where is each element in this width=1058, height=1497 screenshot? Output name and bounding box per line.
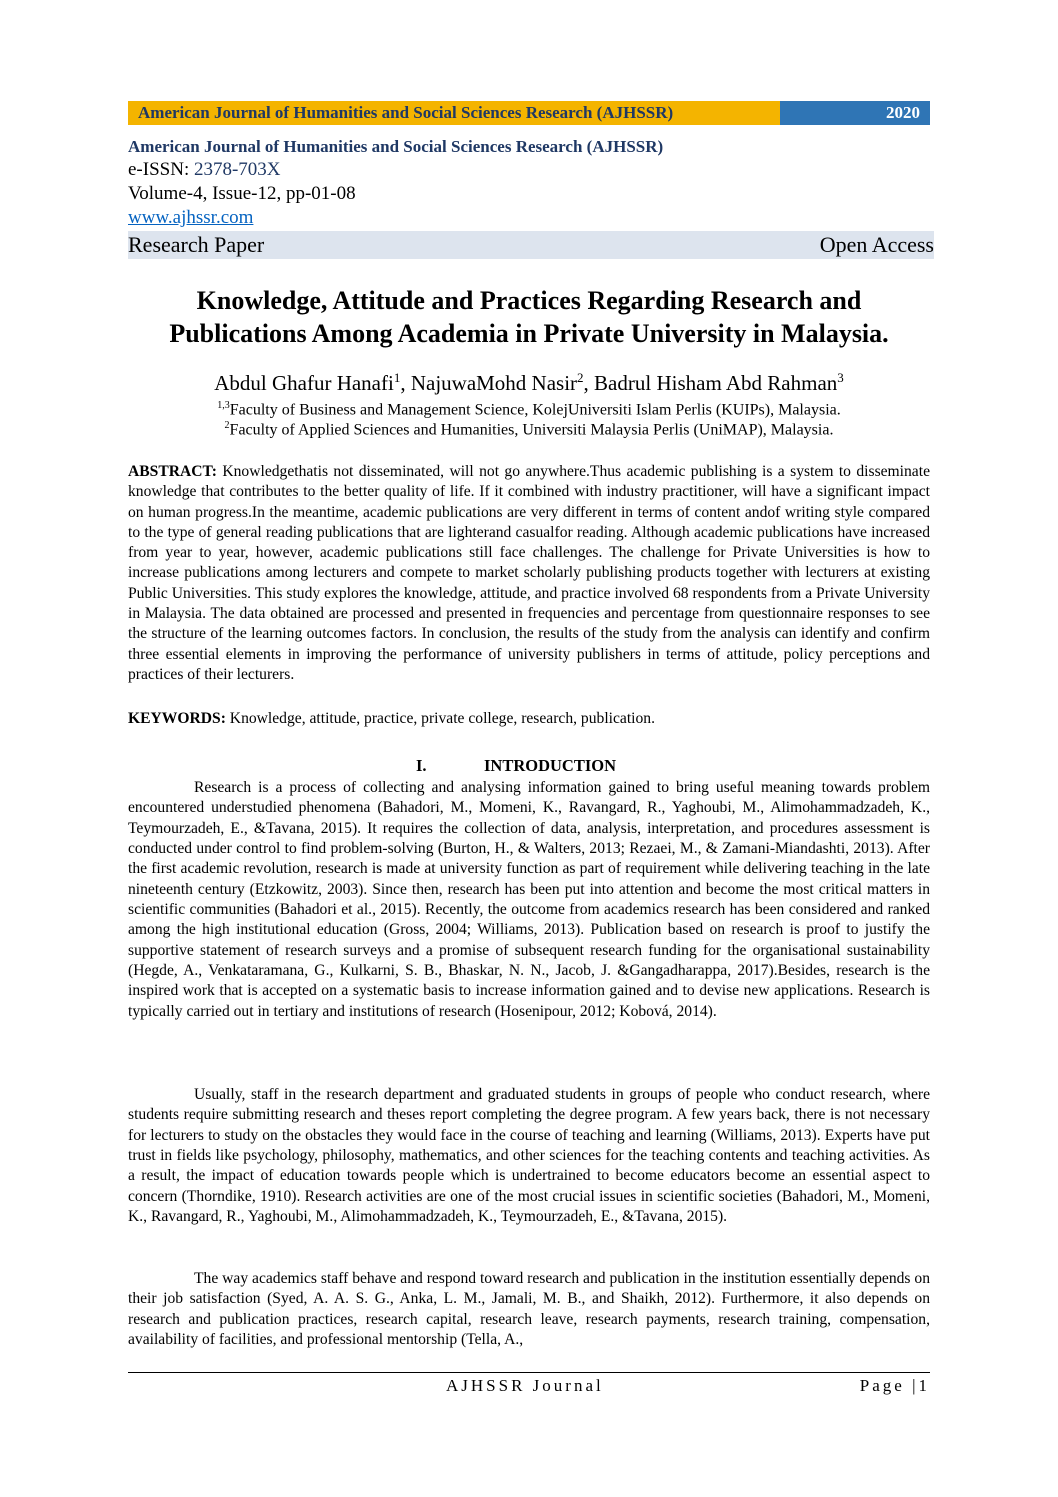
- footer-journal: AJHSSR Journal: [446, 1376, 604, 1395]
- paper-type-bar: [128, 231, 934, 259]
- paper-title: [100, 284, 958, 350]
- page-footer: [128, 1376, 930, 1398]
- page-number: Page |1: [859, 1376, 930, 1395]
- affiliation-sup: 1,3: [217, 400, 230, 411]
- section-title: INTRODUCTION: [484, 756, 617, 775]
- paper-type: Research Paper: [128, 232, 265, 257]
- header-year: 2020: [780, 101, 930, 125]
- body-paragraph: Usually, staff in the research department and graduated students in groups of people who conduct research, where students require submitting research and theses report completing the degree program. A few years back, there is not necessary for lecturers to study on the obstacles they would face in the course of teaching and learning (Williams, 2013). Experts have put trust in fields like psychology, philosophy, mathematics, and other sciences for the teaching contents and teaching activities. As a result, the impact of education towards people which is undertrained to become educators become an essential aspect to concern (Thorndike, 1910). Research activities are one of the most crucial issues in scientific societies (Bahadori, M., Momeni, K., Ravangard, R., Yaghoubi, M., Alimohammadzadeh, K., Teymourzadeh, E., &Tavana, 2015).: [128, 1086, 930, 1226]
- journal-header-band: [128, 101, 930, 125]
- title-line-1: Knowledge, Attitude and Practices Regarding Research and: [196, 286, 862, 315]
- website-link[interactable]: www.ajhssr.com: [128, 207, 254, 228]
- affiliation: [100, 416, 958, 440]
- keywords: [128, 709, 930, 729]
- affiliation-text: Faculty of Applied Sciences and Humanities, Universiti Malaysia Perlis (UniMAP), Malaysia.: [229, 421, 834, 439]
- author-sup: 1: [393, 370, 401, 385]
- abstract-label: ABSTRACT:: [128, 463, 217, 480]
- author-name: NajuwaMohd Nasir: [410, 371, 578, 395]
- abstract: [128, 462, 930, 685]
- section-number: I.: [416, 756, 427, 775]
- volume-info: Volume-4, Issue-12, pp-01-08: [128, 183, 356, 204]
- header-journal-name: American Journal of Humanities and Social Sciences Research (AJHSSR): [128, 101, 780, 125]
- author-name: Badrul Hisham Abd Rahman: [594, 371, 838, 395]
- abstract-text: Knowledgethatis not disseminated, will not go anywhere.Thus academic publishing is a system to disseminate knowledge that contributes to the better quality of life. If it combined with industry practitioner, will have a significant impact on human progress.In the meantime, academic publications are very different in terms of content andof writing style compared to the type of general reading publications that are lighterand casualfor reading. Although academic publications have increased from year to year, however, academic publications still face challenges. The challenge for Private Universities is how to increase publications among lecturers and compete to market scholarly publishing products together with lecturers at existing Public Universities. This study explores the knowledge, attitude, and practice involved 68 respondents from a Private University in Malaysia. The data obtained are processed and presented in frequencies and percentage from questionnaire responses to see the structure of the learning outcomes factors. In conclusion, the results of the study from the analysis can identify and confirm three essential elements in improving the performance of university publishers in terms of attitude, policy perceptions and practices of their lecturers.: [128, 463, 930, 683]
- eissn-label: e-ISSN:: [128, 159, 194, 180]
- keywords-text: Knowledge, attitude, practice, private college, research, publication.: [225, 710, 655, 727]
- author-sup: 3: [837, 370, 844, 385]
- access-type: Open Access: [819, 232, 934, 257]
- body-paragraph: Research is a process of collecting and analysing information gained to bring useful meaning towards problem encountered understudied phenomena (Bahadori, M., Momeni, K., Ravangard, R., Yaghoubi, M., Alimohammadzadeh, K., Teymourzadeh, E., &Tavana, 2015). It requires the collection of data, analysis, interpretation, and procedures assessment is conducted under control to find problem-solving (Burton, H., & Walters, 2013; Rezaei, M., & Zamani-Miandashti, 2013). After the first academic revolution, research is made at university function as part of requirement while delivering teaching in the late nineteenth century (Etzkowitz, 2003). Since then, research has been put into attention and become the most critical matters in scientific communities (Bahadori et al., 2015). Recently, the outcome from academics research has been considered and ranked among the high institutional education (Gross, 2004; Williams, 2013). Publication based on research is proof to justify the supportive statement of research surveys and a promise of subsequent research funding for the organisational sustainability (Hegde, A., Venkataramana, G., Kulkarni, S. B., Bhaskar, N. N., Jacob, J. &Gangadharappa, 2017).Besides, research is the inspired work that is accepted on a systematic basis to increase information gained and to devise new applications. Research is typically carried out in tertiary and institutions of research (Hosenipour, 2012; Kobová, 2014).: [128, 779, 930, 1020]
- affiliation-text: Faculty of Business and Management Science, KolejUniversiti Islam Perlis (KUIPs), Malaysia.: [229, 401, 841, 419]
- journal-name: American Journal of Humanities and Social Sciences Research (AJHSSR): [128, 137, 664, 156]
- author-name: Abdul Ghafur Hanafi: [214, 371, 394, 395]
- keywords-label: KEYWORDS:: [128, 710, 226, 727]
- eissn-value: 2378-703X: [193, 159, 281, 180]
- journal-meta: [128, 136, 934, 259]
- eissn: [128, 158, 930, 182]
- author-list: Abdul Ghafur Hanafi$^1$, NajuwaMohd Nasir$^2$, Badrul Hisham Abd Rahman$^3$: [214, 370, 844, 395]
- footer-divider: [128, 1372, 930, 1373]
- author-sup: 2: [577, 370, 584, 385]
- section-heading: [128, 756, 930, 778]
- affiliation-sup: 2: [224, 420, 230, 431]
- body-paragraph: The way academics staff behave and respond toward research and publication in the institution essentially depends on their job satisfaction (Syed, A. A. S. G., Anka, L. M., Jamali, M. B., and Shaikh, 2012). Furthermore, it also depends on research and publication practices, research capital, research leave, research payments, research training, compensation, availability of facilities, and professional mentorship (Tella, A.,: [128, 1270, 930, 1349]
- title-line-2: Publications Among Academia in Private University in Malaysia.: [169, 319, 889, 348]
